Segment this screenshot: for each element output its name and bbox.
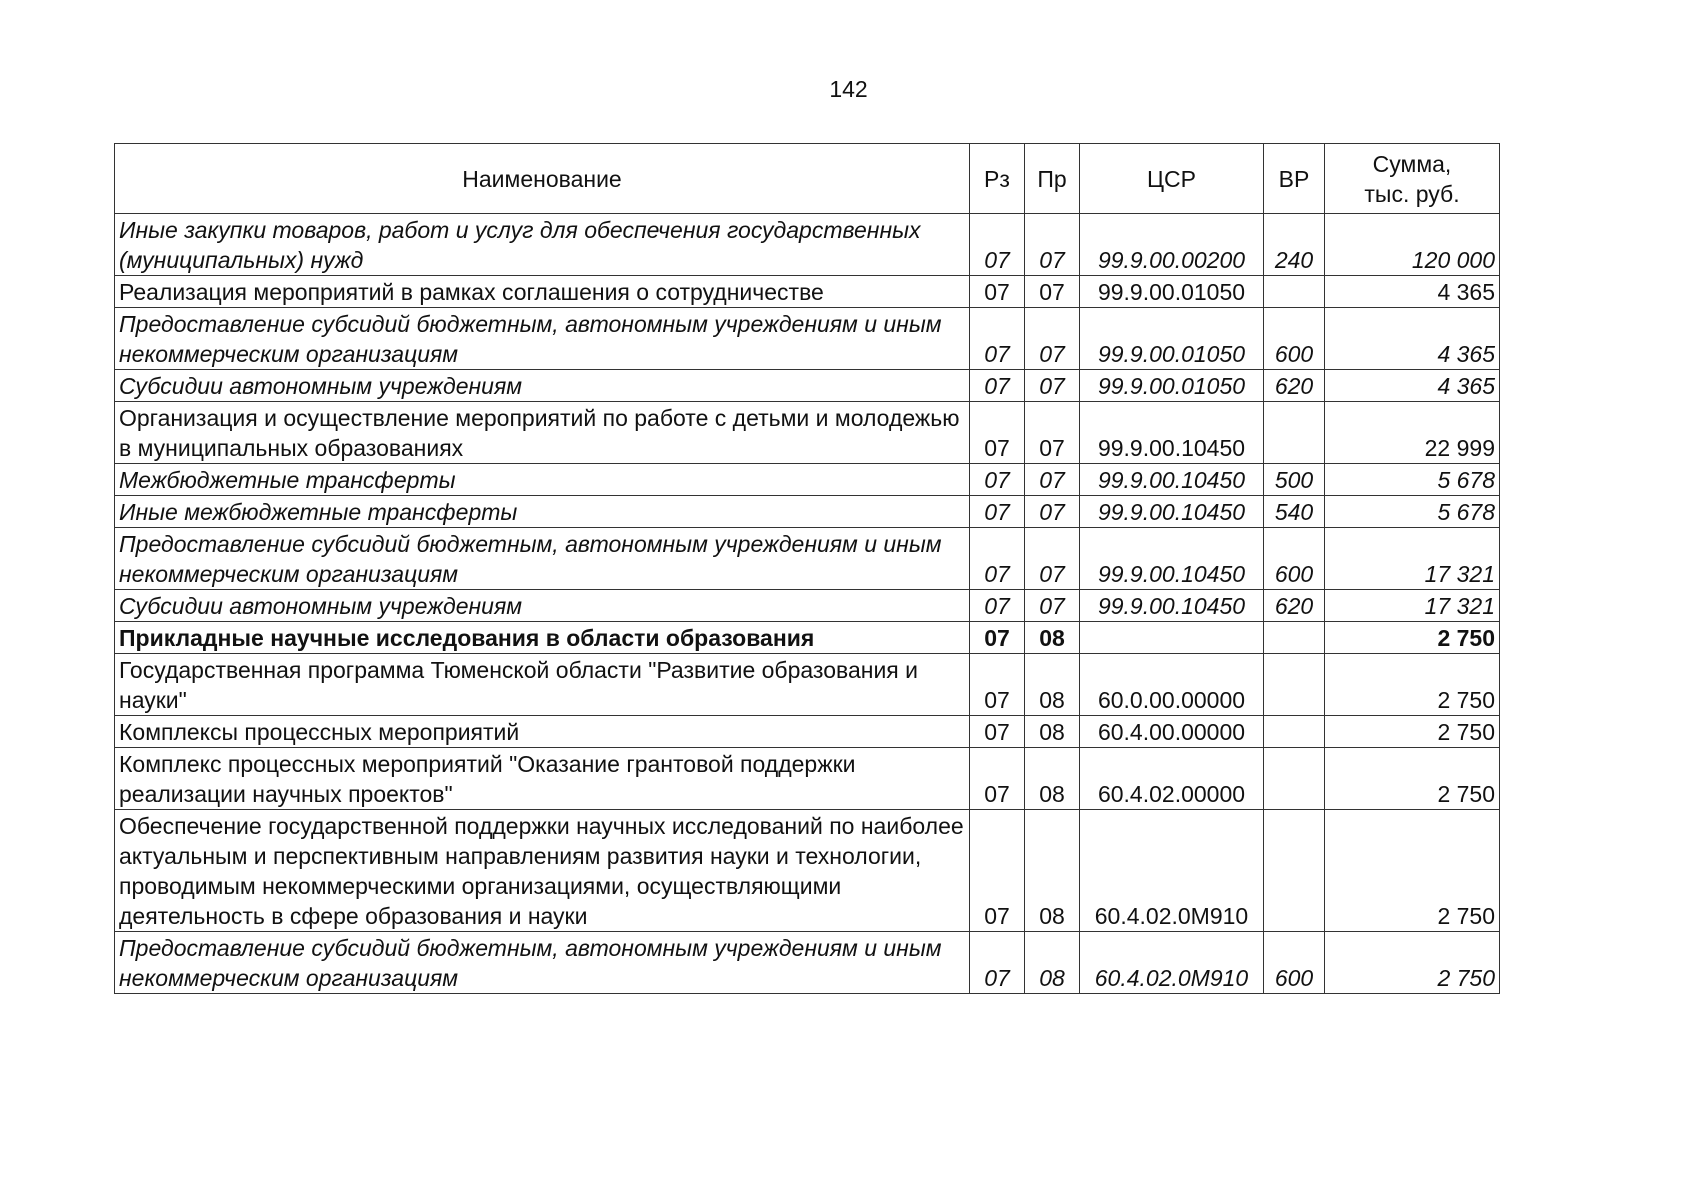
cell-vr: 620 (1264, 590, 1325, 622)
header-rz: Рз (970, 144, 1025, 214)
cell-pr: 07 (1025, 464, 1080, 496)
cell-name: Комплекс процессных мероприятий "Оказание грантовой поддержки реализации научных проектов" (115, 748, 970, 810)
cell-name: Предоставление субсидий бюджетным, автономным учреждениям и иным некоммерческим организациям (115, 528, 970, 590)
table-row (115, 464, 1500, 496)
cell-csr: 99.9.00.10450 (1080, 496, 1264, 528)
table-row (115, 622, 1500, 654)
cell-name: Комплексы процессных мероприятий (115, 716, 970, 748)
cell-vr: 600 (1264, 932, 1325, 994)
cell-csr (1080, 622, 1264, 654)
table-row (115, 496, 1500, 528)
cell-csr: 60.4.00.00000 (1080, 716, 1264, 748)
table-header (115, 144, 1500, 214)
cell-rz: 07 (970, 748, 1025, 810)
cell-sum: 4 365 (1325, 308, 1500, 370)
cell-name: Организация и осуществление мероприятий по работе с детьми и молодежью в муниципальных образованиях (115, 402, 970, 464)
cell-vr: 600 (1264, 528, 1325, 590)
cell-name: Предоставление субсидий бюджетным, автономным учреждениям и иным некоммерческим организациям (115, 308, 970, 370)
cell-sum: 2 750 (1325, 716, 1500, 748)
header-row (115, 144, 1500, 214)
cell-csr: 99.9.00.01050 (1080, 370, 1264, 402)
cell-pr: 08 (1025, 932, 1080, 994)
cell-csr: 60.0.00.00000 (1080, 654, 1264, 716)
table-row (115, 590, 1500, 622)
table-row (115, 654, 1500, 716)
table-row (115, 932, 1500, 994)
cell-csr: 99.9.00.01050 (1080, 308, 1264, 370)
header-name: Наименование (115, 144, 970, 214)
cell-vr: 540 (1264, 496, 1325, 528)
cell-pr: 07 (1025, 276, 1080, 308)
header-pr: Пр (1025, 144, 1080, 214)
cell-sum: 2 750 (1325, 810, 1500, 932)
cell-sum: 2 750 (1325, 622, 1500, 654)
cell-sum: 5 678 (1325, 464, 1500, 496)
cell-rz: 07 (970, 276, 1025, 308)
cell-vr: 620 (1264, 370, 1325, 402)
table-row (115, 370, 1500, 402)
cell-sum: 5 678 (1325, 496, 1500, 528)
cell-vr (1264, 402, 1325, 464)
table-row (115, 214, 1500, 276)
cell-sum: 2 750 (1325, 932, 1500, 994)
cell-vr (1264, 276, 1325, 308)
cell-sum: 17 321 (1325, 528, 1500, 590)
table-row (115, 528, 1500, 590)
cell-name: Предоставление субсидий бюджетным, автономным учреждениям и иным некоммерческим организациям (115, 932, 970, 994)
cell-pr: 07 (1025, 370, 1080, 402)
cell-sum: 4 365 (1325, 276, 1500, 308)
page-number: 142 (829, 76, 868, 102)
cell-pr: 08 (1025, 748, 1080, 810)
cell-vr: 500 (1264, 464, 1325, 496)
cell-rz: 07 (970, 810, 1025, 932)
cell-csr: 99.9.00.10450 (1080, 464, 1264, 496)
cell-csr: 60.4.02.00000 (1080, 748, 1264, 810)
cell-rz: 07 (970, 590, 1025, 622)
cell-pr: 07 (1025, 308, 1080, 370)
cell-sum: 4 365 (1325, 370, 1500, 402)
cell-vr (1264, 654, 1325, 716)
header-sum-line1: Сумма, (1372, 151, 1452, 177)
table-row (115, 716, 1500, 748)
cell-rz: 07 (970, 496, 1025, 528)
table-row (115, 276, 1500, 308)
cell-rz: 07 (970, 528, 1025, 590)
cell-pr: 08 (1025, 716, 1080, 748)
cell-pr: 07 (1025, 528, 1080, 590)
cell-pr: 07 (1025, 496, 1080, 528)
cell-rz: 07 (970, 214, 1025, 276)
cell-rz: 07 (970, 402, 1025, 464)
cell-sum: 2 750 (1325, 654, 1500, 716)
cell-sum: 17 321 (1325, 590, 1500, 622)
header-sum (1325, 144, 1500, 214)
cell-rz: 07 (970, 308, 1025, 370)
cell-vr (1264, 716, 1325, 748)
cell-name: Обеспечение государственной поддержки научных исследований по наиболее актуальным и перспективным направлениям развития науки и технологии, проводимым некоммерческими организациями, осуществляющими деятельность в сфере образования и науки (115, 810, 970, 932)
cell-csr: 60.4.02.0М910 (1080, 932, 1264, 994)
cell-csr: 99.9.00.10450 (1080, 590, 1264, 622)
cell-rz: 07 (970, 716, 1025, 748)
table-row (115, 748, 1500, 810)
header-sum-line2: тыс. руб. (1364, 181, 1460, 207)
cell-csr: 99.9.00.10450 (1080, 402, 1264, 464)
cell-name: Государственная программа Тюменской области "Развитие образования и науки" (115, 654, 970, 716)
cell-vr: 600 (1264, 308, 1325, 370)
cell-pr: 07 (1025, 214, 1080, 276)
cell-pr: 08 (1025, 810, 1080, 932)
cell-vr: 240 (1264, 214, 1325, 276)
cell-csr: 60.4.02.0М910 (1080, 810, 1264, 932)
table-body (115, 214, 1500, 994)
cell-rz: 07 (970, 464, 1025, 496)
cell-csr: 99.9.00.00200 (1080, 214, 1264, 276)
cell-rz: 07 (970, 654, 1025, 716)
cell-pr: 07 (1025, 402, 1080, 464)
header-vr: ВР (1264, 144, 1325, 214)
cell-name: Реализация мероприятий в рамках соглашения о сотрудничестве (115, 276, 970, 308)
cell-sum: 120 000 (1325, 214, 1500, 276)
cell-vr (1264, 810, 1325, 932)
cell-pr: 07 (1025, 590, 1080, 622)
cell-name: Субсидии автономным учреждениям (115, 370, 970, 402)
cell-rz: 07 (970, 370, 1025, 402)
table-row (115, 810, 1500, 932)
cell-name: Межбюджетные трансферты (115, 464, 970, 496)
cell-rz: 07 (970, 932, 1025, 994)
budget-table (114, 143, 1500, 994)
cell-name: Прикладные научные исследования в области образования (115, 622, 970, 654)
cell-vr (1264, 748, 1325, 810)
cell-name: Иные закупки товаров, работ и услуг для обеспечения государственных (муниципальных) нужд (115, 214, 970, 276)
cell-vr (1264, 622, 1325, 654)
cell-sum: 2 750 (1325, 748, 1500, 810)
table-row (115, 308, 1500, 370)
table-row (115, 402, 1500, 464)
cell-pr: 08 (1025, 654, 1080, 716)
cell-csr: 99.9.00.01050 (1080, 276, 1264, 308)
cell-name: Иные межбюджетные трансферты (115, 496, 970, 528)
cell-sum: 22 999 (1325, 402, 1500, 464)
cell-csr: 99.9.00.10450 (1080, 528, 1264, 590)
cell-name: Субсидии автономным учреждениям (115, 590, 970, 622)
cell-rz: 07 (970, 622, 1025, 654)
header-csr: ЦСР (1080, 144, 1264, 214)
cell-pr: 08 (1025, 622, 1080, 654)
